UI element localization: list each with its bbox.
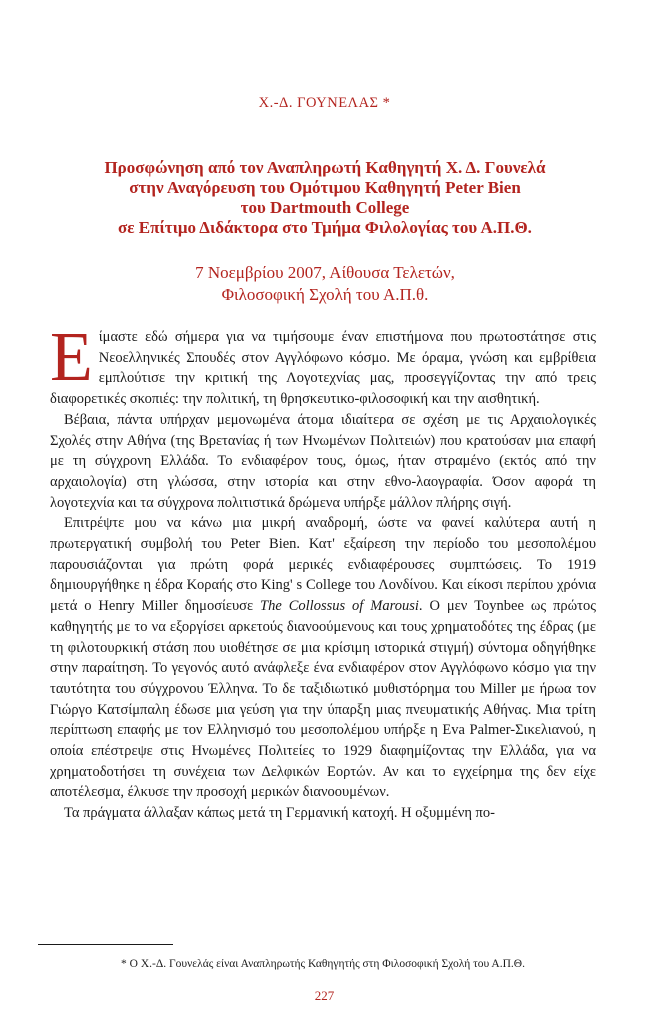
speech-title [30,158,620,238]
paragraph: Βέβαια, πάντα υπήρχαν μεμονωμένα άτομα ιδιαίτερα σε σχέση με τις Αρχαιολογικές Σχολές στην Αθήνα (της Βρετανίας ή των Ηνωμένων Πολιτειών) που κρατούσαν μια επαφή με τη σύγχρονη Ελλάδα. Το ενδιαφέρον τους, όμως, ήταν στραμένο (εκτός από την αρχαιολογία) στη γλώσσα, στην ιστορία και στην εθνο-λαογραφία. Όσον αφορά τη λογοτεχνία και τα σύγχρονα πολιτιστικά δρώμενα υπήρξε μάλλον πλήρης σιγή. [50,411,596,511]
author-name: Χ.-Δ. ΓΟΥΝΕΛΑΣ * [258,95,391,111]
footnote-divider [38,944,173,945]
paragraph-text: ίμαστε εδώ σήμερα για να τιμήσουμε έναν επιστήμονα που πρωτοστάτησε στις Νεοελληνικές Σπουδές στον Αγγλόφωνο κόσμο. Με όραμα, γνώση και εμβρίθεια εμπλούτισε την κριτική της Λογοτεχνίας μας, προσεγγίζοντας την από τρεις διαφορετικές σκοπιές: την πολιτική, τη θρησκευτικο-φιλοσοφική και την αισθητική. [50,329,596,408]
book-title: The Collossus of Marousi [260,598,419,615]
paragraph-text: Επιτρέψτε μου να κάνω μια μικρή αναδρομή, ώστε να φανεί καλύτερα αυτή η πρωτεργατική συμβολή του Peter Bien. Κατ' εξαίρεση την περίοδο του μεσοπολέμου παρουσιάζονται για πρώτη φορά μερικές ενδιαφέρουσες συμπτώσεις. Το 1919 δημιουργήθηκε η έδρα Κοραής στο King' s College του Λονδίνου. Και είκοσι περίπου χρόνια μετά ο Henry Miller δημοσίευσε [50,515,596,615]
footnote: * Ο Χ.-Δ. Γουνελάς είναι Αναπληρωτής Καθηγητής στη Φιλοσοφική Σχολή του Α.Π.Θ. [121,958,525,970]
paragraph [50,319,596,410]
title-line: σε Επίτιμο Διδάκτορα στο Τμήμα Φιλολογίας του Α.Π.Θ. [118,218,532,237]
title-line: Προσφώνηση από τον Αναπληρωτή Καθηγητή Χ. Δ. Γουνελά [104,158,546,177]
title-line: στην Αναγόρευση του Ομότιμου Καθηγητή Peter Bien [129,178,521,197]
paragraph [50,513,596,803]
paragraph-text: . Ο μεν Toynbee ως πρώτος καθηγητής με το να εξοργίσει αρκετούς διανοούμενους και τους χρηματοδότες της έδρας (με τη φιλοτουρκική στάση που υιοθέτησε σε μια κρίσιμη ιστορικά στιγμή) σύντομα οδηγήθηκε στην παραίτηση. Το γεγονός αυτό ανάφλεξε ένα ενδιαφέρον στον Αγγλόφωνο κόσμο για την ταυτότητα του σύγχρονου Έλληνα. Το δε ταξιδιωτικό μυθιστόρημα του Miller με ήρωα τον Γιώργο Κατσίμπαλη έδωσε μια γεύση για την ύπαρξη μιας πνευματικής Αθήνας. Μια τρίτη περίπτωση επαφής με τον Ελληνισμό του μεσοπολέμου υπήρξε η Eva Palmer-Σικελιανού, η οποία επέστρεψε στις Ηνωμένες Πολιτείες το 1929 διαφημίζοντας την Ελλάδα, για να χρηματοδοτήσει τη συνέχεια των Δελφικών Εορτών. Αν και το εγχείρημα της δεν είχε αποτέλεσμα, έλκυσε την προσοχή μερικών διανοουμένων. [50,598,597,801]
paragraph: Τα πράγματα άλλαξαν κάπως μετά τη Γερμανική κατοχή. Η οξυμμένη πο- [64,805,495,822]
subtitle-line: 7 Νοεμβρίου 2007, Αίθουσα Τελετών, [195,263,455,282]
subtitle-line: Φιλοσοφική Σχολή του Α.Π.θ. [221,285,429,304]
page-number: 227 [314,988,335,1003]
drop-cap: Ε [50,319,93,396]
date-venue [30,262,620,306]
body-text [50,319,597,824]
title-line: του Dartmouth College [240,198,410,217]
